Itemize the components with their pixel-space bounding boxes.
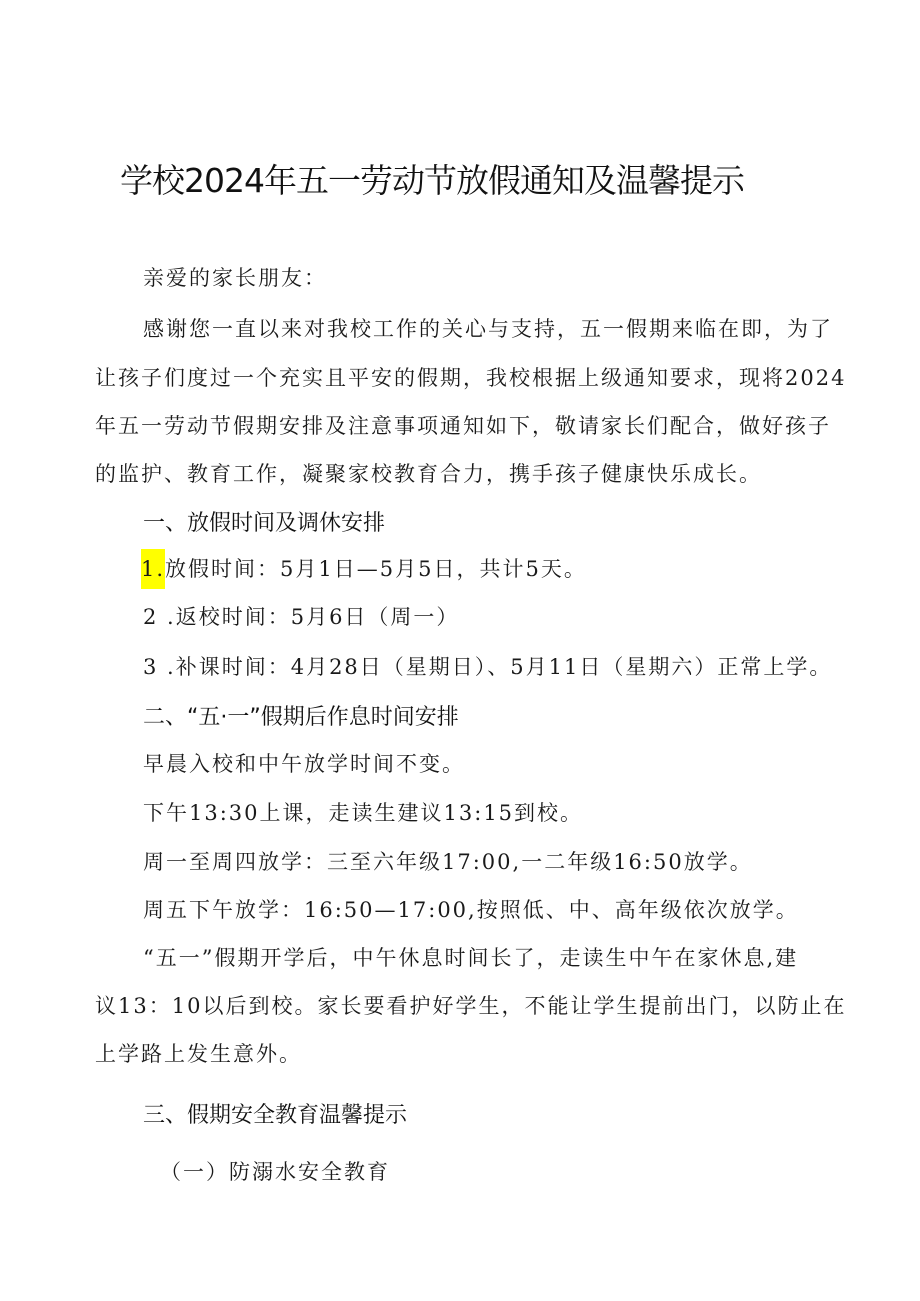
- section-2-line-4: 周五下午放学：16:50—17:00,按照低、中、高年级依次放学。: [143, 898, 799, 922]
- document-title: 学校2024年五一劳动节放假通知及温馨提示: [120, 161, 744, 200]
- section-1-item-1: [141, 553, 587, 583]
- section-2-line-2: 下午13:30上课，走读生建议13:15到校。: [143, 801, 584, 825]
- section-3-heading: 三、假期安全教育温馨提示: [143, 1103, 408, 1128]
- item-1-text: 放假时间：5月1日—5月5日，共计5天。: [165, 557, 587, 581]
- section-2-para-line-1: “五一”假期开学后，中午休息时间长了，走读生中午在家休息,建: [143, 946, 799, 970]
- section-1-heading: 一、放假时间及调休安排: [143, 511, 386, 536]
- intro-line-2: 让孩子们度过一个充实且平安的假期，我校根据上级通知要求，现将2024: [95, 366, 847, 390]
- intro-line-1: 感谢您一直以来对我校工作的关心与支持，五一假期来临在即，为了: [143, 317, 833, 341]
- salutation: 亲爱的家长朋友：: [143, 266, 327, 290]
- section-2-line-3: 周一至周四放学：三至六年级17:00,一二年级16:50放学。: [143, 850, 753, 874]
- intro-line-4: 的监护、教育工作，凝聚家校教育合力，携手孩子健康快乐成长。: [95, 462, 762, 486]
- section-1-item-2: 2 .返校时间：5月6日（周一）: [143, 605, 460, 629]
- intro-line-3: 年五一劳动节假期安排及注意事项通知如下，敬请家长们配合，做好孩子: [95, 414, 831, 438]
- section-2-para-line-2: 议13：10以后到校。家长要看护好学生，不能让学生提前出门，以防止在: [95, 994, 847, 1018]
- section-3-subheading-1: （一）防溺水安全教育: [160, 1160, 390, 1184]
- section-2-para-line-3: 上学路上发生意外。: [95, 1042, 302, 1066]
- section-1-item-3: 3 .补课时间：4月28日（星期日）、5月11日（星期六）正常上学。: [143, 655, 833, 679]
- section-2-line-1: 早晨入校和中午放学时间不变。: [143, 752, 465, 776]
- highlighted-number: 1.: [141, 549, 165, 589]
- section-2-heading: 二、“五·一”假期后作息时间安排: [143, 705, 459, 730]
